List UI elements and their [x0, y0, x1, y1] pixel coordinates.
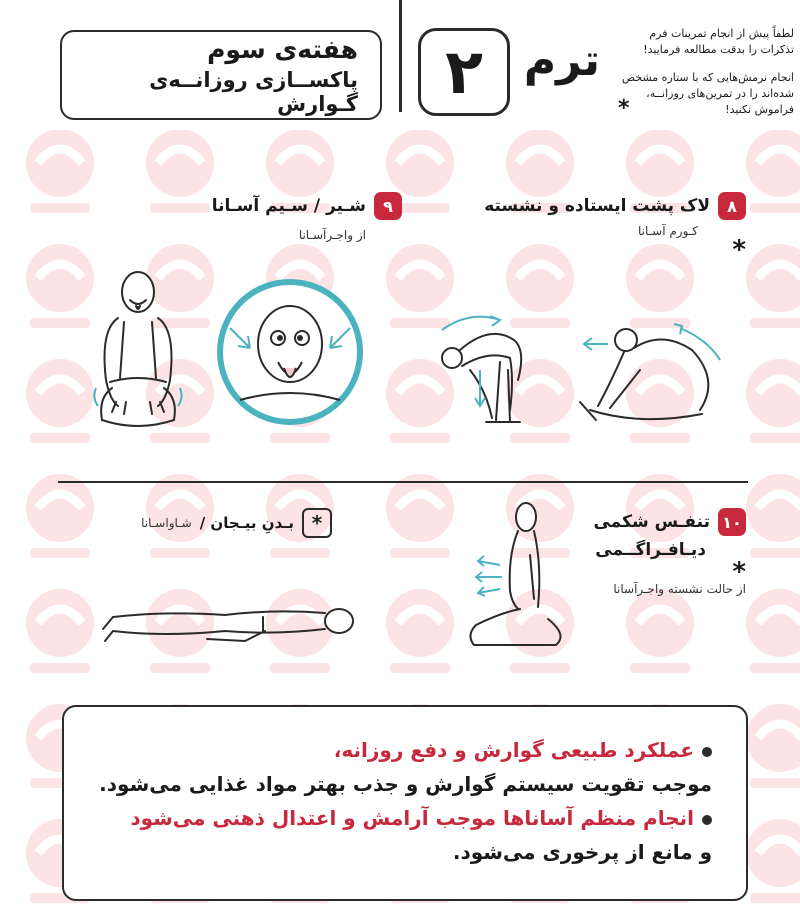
note-read-instructions: لطفاً پیش از انجام تمرینات فرم تذکرات را بدقت مطالعه فرمایید! [643, 27, 794, 56]
pose-10-title: تنفـس شکمی [593, 512, 710, 532]
pose-10-star-icon: * [732, 557, 746, 587]
lion-pose-illustration [80, 270, 370, 440]
note-star-icon: * [618, 96, 630, 121]
bullet-icon [702, 815, 712, 825]
pose-10-subtitle: از حالت نشسته واجـرآسانا [613, 582, 746, 596]
pose-8-star-icon: * [732, 235, 746, 265]
summary-line-2: موجب تقویت سیستم گوارش و جذب بهتر مواد غذایی می‌شود. [99, 772, 712, 796]
pose-8-title: لاک پشت ایستاده و نشسته [484, 196, 710, 216]
pose-8-subtitle: کـورم آسـانا [637, 224, 698, 238]
summary-line-3: انجام منظم آسانا‌ها موجب آرامش و اعتدال ذهنی می‌شود [98, 801, 712, 835]
turtle-pose-illustration [430, 310, 730, 440]
pose-8-header [466, 192, 746, 265]
header-divider [399, 0, 402, 112]
week-title: هفته‌ی سوم [207, 34, 358, 64]
pose-11-subtitle: شـاواسـانا [141, 516, 192, 530]
topic-title: پاکســازی روزانــه‌ی گـوارش [149, 67, 358, 116]
term-label: ترم [523, 35, 601, 86]
bullet-icon [702, 747, 712, 757]
term-number: ۲ [418, 28, 510, 116]
pose-10-number: ۱۰ [718, 508, 746, 536]
summary-line-1: عملکرد طبیعی گوارش و دفع روزانه، [98, 733, 712, 767]
pose-9-title: شـیر / سـیم آسـانا [211, 196, 366, 216]
pose-11-header [102, 508, 332, 538]
section-divider [58, 481, 748, 483]
summary-box [62, 705, 748, 901]
pose-10-title-line2: دیـافـراگــمی [595, 540, 706, 560]
pose-11-title: بـدنِ بیـجان / [199, 514, 294, 532]
diaphragm-breathing-illustration [460, 495, 580, 655]
pose-11-star-icon: * [302, 508, 332, 538]
pose-9-subtitle: از واجـرآسـانا [298, 228, 366, 242]
title-box [60, 30, 382, 120]
corpse-pose-illustration [95, 595, 360, 655]
pose-9-header [142, 192, 402, 242]
pose-8-number: ۸ [718, 192, 746, 220]
note-starred-exercises: انجام نرمش‌هایی که با ستاره مشخص شده‌اند را در تمرین‌های روزانــه، فراموش نکنید! [621, 71, 794, 116]
pose-9-number: ۹ [374, 192, 402, 220]
summary-line-4: و مانع از پرخوری می‌شود. [452, 840, 712, 864]
